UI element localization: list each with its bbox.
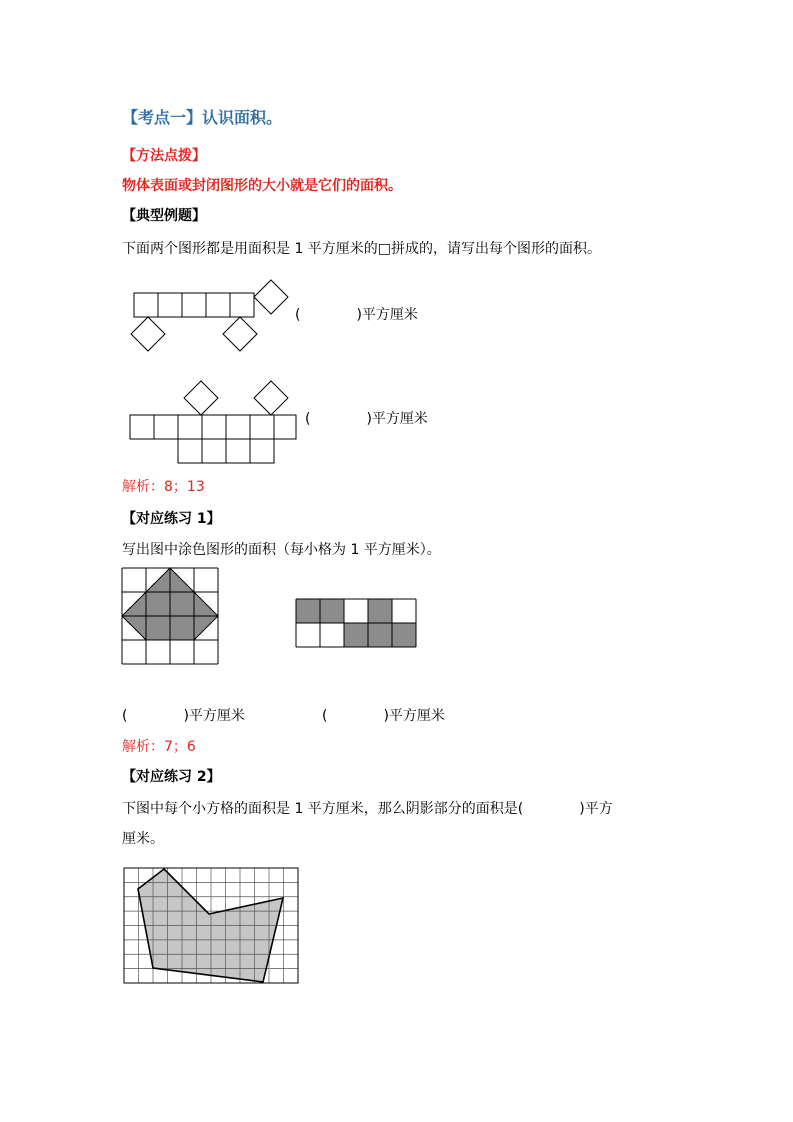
shaded-cell xyxy=(368,599,392,623)
practice2-header: 【对应练习 2】 xyxy=(122,769,221,785)
unit-diamond xyxy=(254,280,288,314)
practice2-figure xyxy=(124,868,298,983)
practice1-answer: 解析：7；6 xyxy=(122,739,196,755)
example-figure-2 xyxy=(130,381,296,463)
practice2-question-line2: 厘米。 xyxy=(122,831,164,847)
unit-diamond xyxy=(131,317,165,351)
unit-square xyxy=(154,415,178,439)
example-figure-1 xyxy=(131,280,288,351)
shaded-cell xyxy=(368,623,392,647)
example-header: 【典型例题】 xyxy=(122,208,206,224)
unit-square xyxy=(178,415,202,439)
unit-diamond xyxy=(184,381,218,415)
shaded-cell xyxy=(296,599,320,623)
method-header: 【方法点拨】 xyxy=(122,148,206,164)
method-text: 物体表面或封闭图形的大小就是它们的面积。 xyxy=(122,178,402,194)
example-blank-1: ( )平方厘米 xyxy=(295,307,418,323)
example-blank-2: ( )平方厘米 xyxy=(305,411,428,427)
unit-square xyxy=(130,415,154,439)
unit-square xyxy=(250,439,274,463)
unit-square xyxy=(226,439,250,463)
example-question: 下面两个图形都是用面积是 1 平方厘米的□拼成的，请写出每个图形的面积。 xyxy=(122,241,602,257)
section-title: 【考点一】认识面积。 xyxy=(122,108,283,127)
unit-square xyxy=(134,293,158,317)
unit-square xyxy=(182,293,206,317)
unit-square xyxy=(202,439,226,463)
unit-square xyxy=(274,415,296,439)
practice1-blank-2: ( )平方厘米 xyxy=(322,708,445,724)
unit-square xyxy=(178,439,202,463)
unit-square xyxy=(250,415,274,439)
unit-diamond xyxy=(223,317,257,351)
practice1-figure-a xyxy=(122,568,218,664)
example-answer: 解析：8；13 xyxy=(122,479,205,495)
unit-square xyxy=(230,293,254,317)
practice2-question-line1: 下图中每个小方格的面积是 1 平方厘米，那么阴影部分的面积是( )平方 xyxy=(122,801,613,817)
practice1-question: 写出图中涂色图形的面积（每小格为 1 平方厘米）。 xyxy=(122,542,441,558)
practice1-header: 【对应练习 1】 xyxy=(122,511,221,527)
unit-diamond xyxy=(254,381,288,415)
unit-square xyxy=(158,293,182,317)
practice1-blank-1: ( )平方厘米 xyxy=(122,708,245,724)
unit-square xyxy=(206,293,230,317)
unit-square xyxy=(226,415,250,439)
shaded-cell xyxy=(344,623,368,647)
unit-square xyxy=(202,415,226,439)
shaded-cell xyxy=(320,599,344,623)
shaded-cell xyxy=(392,623,416,647)
practice1-figure-b xyxy=(296,599,416,647)
